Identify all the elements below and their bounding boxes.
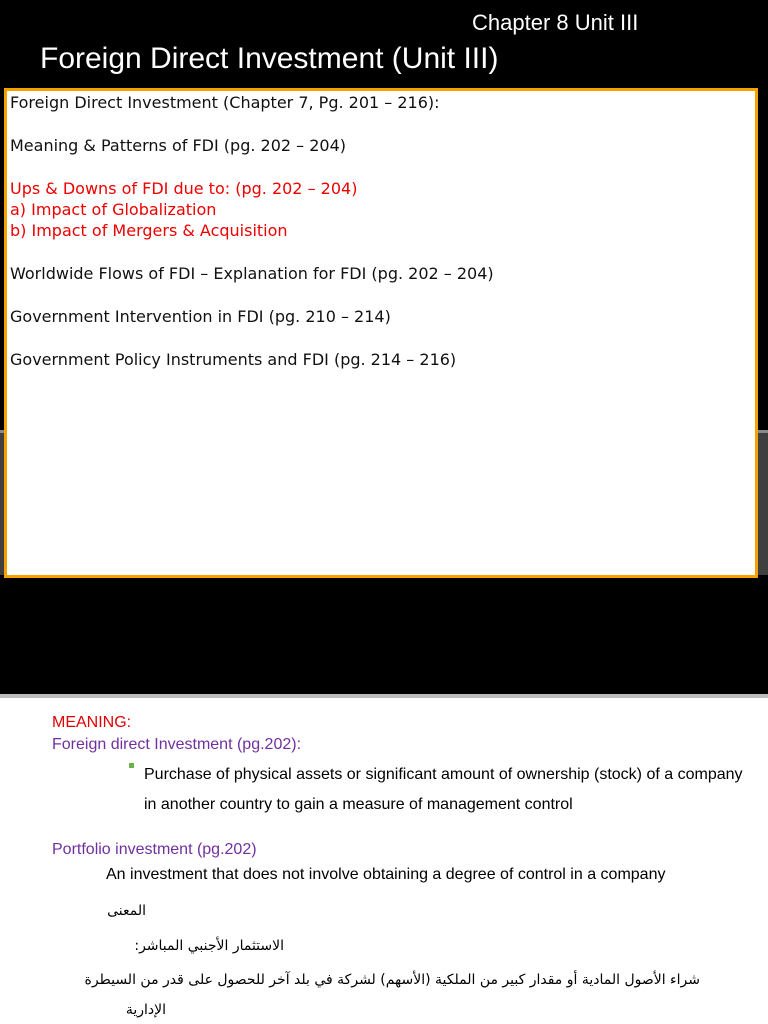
item-meaning-patterns: Meaning & Patterns of FDI (pg. 202 – 204) (10, 136, 347, 155)
meaning-label: MEANING: (52, 714, 132, 731)
slide-2 (0, 698, 768, 1024)
arabic-meaning: المعنى (107, 903, 146, 919)
fdi-heading: Foreign direct Investment (pg.202): (52, 736, 302, 753)
item-policy-instruments: Government Policy Instruments and FDI (pg. 214 – 216) (10, 350, 457, 369)
portfolio-definition: An investment that does not involve obtaining a degree of control in a company (106, 866, 666, 883)
portfolio-heading: Portfolio investment (pg.202) (52, 841, 257, 858)
slide-title: Foreign Direct Investment (Unit III) (40, 42, 499, 75)
arabic-definition-line2: الإدارية (125, 1002, 166, 1018)
item-ups-downs: Ups & Downs of FDI due to: (pg. 202 – 204) (10, 179, 358, 198)
item-mergers: b) Impact of Mergers & Acquisition (10, 221, 288, 240)
item-worldwide-flows: Worldwide Flows of FDI – Explanation for FDI (pg. 202 – 204) (10, 264, 494, 283)
bullet-marker (129, 763, 134, 768)
content-box (4, 88, 758, 578)
item-government-intervention: Government Intervention in FDI (pg. 210 – 214) (10, 307, 391, 326)
item-fdi-overview: Foreign Direct Investment (Chapter 7, Pg. 201 – 216): (10, 93, 440, 112)
fdi-definition: Purchase of physical assets or significant amount of ownership (stock) of a company in another country to gain a measure of management control (144, 766, 743, 813)
item-globalization: a) Impact of Globalization (10, 200, 217, 219)
chapter-label: Chapter 8 Unit III (472, 10, 639, 35)
arabic-definition-line1: شراء الأصول المادية أو مقدار كبير من الملكية (الأسهم) لشركة في بلد آخر للحصول على قدر من السيطرة (84, 972, 700, 988)
arabic-fdi: الاستثمار الأجنبي المباشر: (134, 938, 284, 954)
